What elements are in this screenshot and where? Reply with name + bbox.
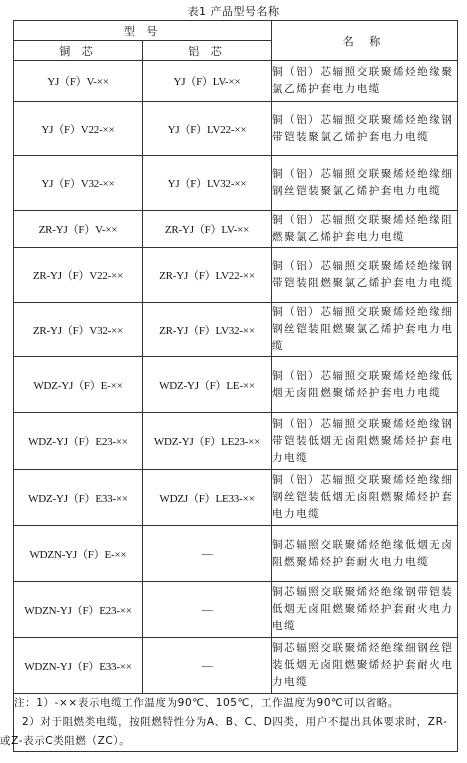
- table-row: [14, 413, 458, 470]
- product-model-table: [0, 20, 458, 752]
- aluminum-model-cell: WDZ-YJ（F）LE23-××: [143, 413, 272, 470]
- notes-row: [14, 694, 458, 752]
- table-row: [14, 357, 458, 413]
- table-row: [14, 61, 458, 102]
- aluminum-model-cell: —: [143, 638, 272, 694]
- copper-model-cell: ZR-YJ（F）V22-××: [14, 248, 143, 303]
- product-name-cell: 铜（铝）芯辐照交联聚烯烃绝缘钢带铠装低烟无卤阻燃聚烯烃护套电力电缆: [272, 413, 458, 470]
- aluminum-model-cell: YJ（F）LV32-××: [143, 156, 272, 211]
- product-name-cell: 铜（铝）芯辐照交联聚烯烃绝缘钢带铠装聚氯乙烯护套电力电缆: [272, 102, 458, 156]
- product-name-cell: 铜芯辐照交联聚烯烃绝缘细钢丝铠装低烟无卤阻燃聚烯烃护套耐火电力电缆: [272, 638, 458, 694]
- table-row: [14, 303, 458, 357]
- aluminum-model-cell: —: [143, 582, 272, 638]
- table-title: 表1 产品型号名称: [187, 5, 280, 18]
- copper-model-cell: YJ（F）V-××: [14, 61, 143, 102]
- header-name: 名 称: [272, 21, 458, 61]
- note-2: 2）对于阻燃类电缆，按阻燃特性分为A、B、C、D四类，用户不提出具体要求时，ZR-或Z-表示C类阻燃（ZC）。: [0, 716, 448, 747]
- copper-model-cell: WDZ-YJ（F）E-××: [14, 357, 143, 413]
- product-name-cell: 铜芯辐照交联聚烯烃绝缘钢带铠装低烟无卤阻燃聚烯烃护套耐火电力电缆: [272, 582, 458, 638]
- product-name-cell: 铜（铝）芯辐照交联聚烯烃绝缘低烟无卤阻燃聚烯烃护套电力电缆: [272, 357, 458, 413]
- aluminum-model-cell: YJ（F）LV22-××: [143, 102, 272, 156]
- table-row: [14, 582, 458, 638]
- table-row: [14, 248, 458, 303]
- aluminum-model-cell: ZR-YJ（F）LV22-××: [143, 248, 272, 303]
- notes-cell: [0, 694, 458, 752]
- table-row: [14, 102, 458, 156]
- table-row: [14, 526, 458, 582]
- copper-model-cell: ZR-YJ（F）V-××: [14, 211, 143, 248]
- aluminum-model-cell: YJ（F）LV-××: [143, 61, 272, 102]
- header-model: 型 号: [14, 21, 272, 41]
- product-name-cell: 铜（铝）芯辐照交联聚烯烃绝缘阻燃聚氯乙烯护套电力电缆: [272, 211, 458, 248]
- aluminum-model-cell: WDZ-YJ（F）LE-××: [143, 357, 272, 413]
- copper-model-cell: WDZ-YJ（F）E33-××: [14, 470, 143, 526]
- aluminum-model-cell: WDZJ（F）LE33-××: [143, 470, 272, 526]
- copper-model-cell: WDZN-YJ（F）E-××: [14, 526, 143, 582]
- product-name-cell: 铜（铝）芯辐照交联聚烯烃绝缘聚氯乙烯护套电力电缆: [272, 61, 458, 102]
- table-row: [14, 638, 458, 694]
- aluminum-model-cell: ZR-YJ（F）LV-××: [143, 211, 272, 248]
- copper-model-cell: WDZ-YJ（F）E23-××: [14, 413, 143, 470]
- aluminum-model-cell: ZR-YJ（F）LV32-××: [143, 303, 272, 357]
- copper-model-cell: ZR-YJ（F）V32-××: [14, 303, 143, 357]
- product-name-cell: 铜芯辐照交联聚烯烃绝缘低烟无卤阻燃聚烯烃护套耐火电力电缆: [272, 526, 458, 582]
- copper-model-cell: YJ（F）V22-××: [14, 102, 143, 156]
- header-aluminum: 铝 芯: [143, 41, 272, 61]
- product-name-cell: 铜（铝）芯辐照交联聚烯烃绝缘钢带铠装阻燃聚氯乙烯护套电力电缆: [272, 248, 458, 303]
- header-row-1: [14, 21, 458, 41]
- header-copper: 铜 芯: [14, 41, 143, 61]
- aluminum-model-cell: —: [143, 526, 272, 582]
- copper-model-cell: YJ（F）V32-××: [14, 156, 143, 211]
- copper-model-cell: WDZN-YJ（F）E23-××: [14, 582, 143, 638]
- product-name-cell: 铜（铝）芯辐照交联聚烯烃绝缘细钢丝铠装阻燃聚氯乙烯护套电力电缆: [272, 303, 458, 357]
- table-row: [14, 156, 458, 211]
- product-name-cell: 铜（铝）芯辐照交联聚烯烃绝缘细钢丝铠装聚氯乙烯护套电力电缆: [272, 156, 458, 211]
- note-1: 注：1）-××表示电缆工作温度为90℃、105℃，工作温度为90℃可以省略。: [14, 697, 400, 709]
- copper-model-cell: WDZN-YJ（F）E33-××: [14, 638, 143, 694]
- product-name-cell: 铜（铝）芯辐照交联聚烯烃绝缘细钢丝铠装低烟无卤阻燃聚烯烃护套电力电缆: [272, 470, 458, 526]
- table-row: [14, 470, 458, 526]
- table-row: [14, 211, 458, 248]
